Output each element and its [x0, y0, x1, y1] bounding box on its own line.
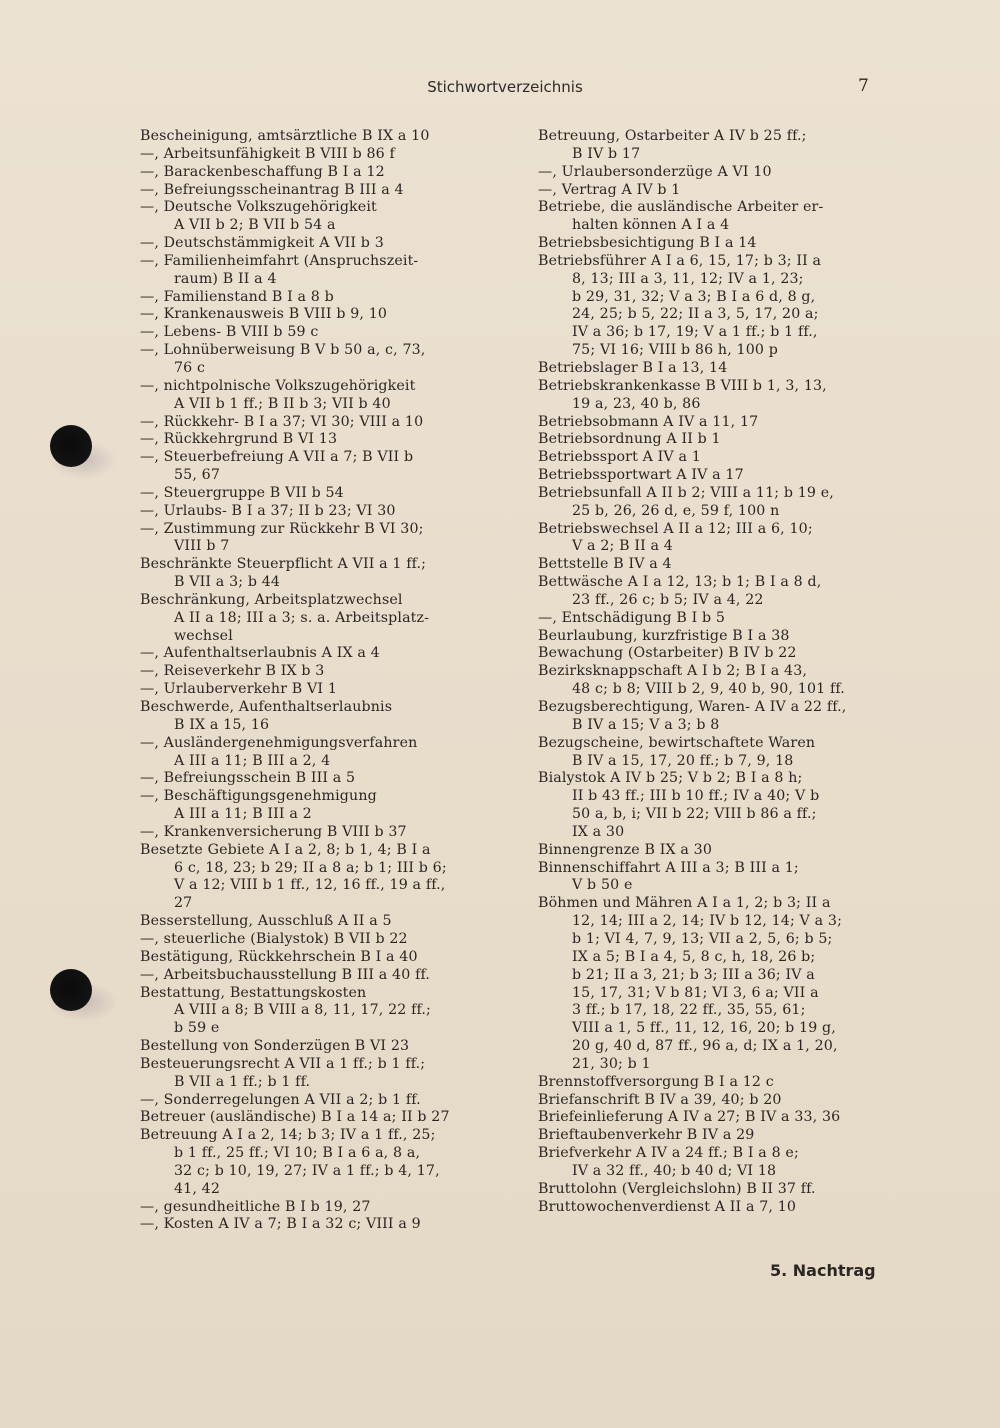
index-entry-term: Briefanschrift B IV a 39, 40; b 20 — [538, 1091, 782, 1108]
index-entry-continuation: 3 ff.; b 17, 18, 22 ff., 35, 55, 61; — [572, 1002, 806, 1019]
index-entry-term: —, Rückkehrgrund B VI 13 — [140, 431, 338, 448]
index-entry-term: —, Urlauberverkehr B VI 1 — [140, 681, 338, 698]
index-entry — [538, 895, 888, 1073]
index-entry-term: Betreuung, Ostarbeiter A IV b 25 ff.; — [538, 128, 807, 144]
index-entry-term: Betriebssportwart A IV a 17 — [538, 467, 744, 484]
index-entry-term: —, Familienstand B I a 8 b — [140, 288, 334, 305]
index-entry-continuation: 20 g, 40 d, 87 ff., 96 a, d; IX a 1, 20, — [572, 1038, 838, 1055]
index-entry — [140, 967, 490, 985]
index-entry-continuation: B IV a 15; V a 3; b 8 — [572, 716, 720, 733]
index-entry-continuation: b 1; VI 4, 7, 9, 13; VII a 2, 5, 6; b 5; — [572, 930, 833, 947]
index-entry-term: Betreuer (ausländische) B I a 14 a; II b 27 — [140, 1109, 450, 1126]
index-entry — [140, 949, 490, 967]
index-entry — [140, 663, 490, 681]
index-entry-continuation: IX a 30 — [572, 823, 625, 840]
index-entry — [538, 1092, 888, 1110]
index-entry-continuation: B IX a 15, 16 — [174, 716, 270, 733]
index-entry-continuation: halten können A I a 4 — [572, 217, 730, 234]
index-entry-continuation: IV a 36; b 17, 19; V a 1 ff.; b 1 ff., — [572, 324, 818, 341]
index-entry-term: Betriebswechsel A II a 12; III a 6, 10; — [538, 520, 813, 537]
index-entry-term: Besserstellung, Ausschluß A II a 5 — [140, 913, 392, 930]
index-entry-continuation: 15, 17, 31; V b 81; VI 3, 6 a; VII a — [572, 984, 819, 1001]
index-entry-term: —, steuerliche (Bialystok) B VII b 22 — [140, 930, 408, 947]
index-entry-term: Betriebsordnung A II b 1 — [538, 431, 721, 448]
index-entry — [140, 592, 490, 646]
index-entry-continuation: b 29, 31, 32; V a 3; B I a 6 d, 8 g, — [572, 288, 816, 305]
index-entry-term: Böhmen und Mähren A I a 1, 2; b 3; II a — [538, 895, 831, 912]
index-entry-term: Betriebslager B I a 13, 14 — [538, 359, 728, 376]
index-entry — [538, 128, 888, 164]
index-entry-term: Briefeinlieferung A IV a 27; B IV a 33, 36 — [538, 1109, 841, 1126]
index-entry-continuation: 76 c — [174, 359, 206, 376]
index-entry — [140, 431, 490, 449]
index-entry — [140, 342, 490, 378]
index-entry — [140, 414, 490, 432]
index-entry-term: —, Kosten A IV a 7; B I a 32 c; VIII a 9 — [140, 1216, 421, 1233]
index-entry-continuation: b 1 ff., 25 ff.; VI 10; B I a 6 a, 8 a, — [174, 1145, 421, 1162]
index-entry-term: —, Entschädigung B I b 5 — [538, 609, 726, 626]
index-entry — [140, 1199, 490, 1217]
index-entry — [538, 164, 888, 182]
index-entry-term: Bewachung (Ostarbeiter) B IV b 22 — [538, 645, 797, 662]
index-entry-term: —, Barackenbeschaffung B I a 12 — [140, 163, 385, 180]
index-entry-continuation: B IV a 15, 17, 20 ff.; b 7, 9, 18 — [572, 752, 794, 769]
index-entry-term: —, Befreiungsscheinantrag B III a 4 — [140, 181, 404, 198]
index-entry-continuation: 12, 14; III a 2, 14; IV b 12, 14; V a 3; — [572, 913, 842, 930]
index-entry-continuation: B VII a 1 ff.; b 1 ff. — [174, 1073, 311, 1090]
index-entry — [140, 699, 490, 735]
index-entry — [140, 449, 490, 485]
index-entry-term: Bestätigung, Rückkehrschein B I a 40 — [140, 948, 418, 965]
index-entry-term: —, Ausländergenehmigungsverfahren — [140, 734, 418, 751]
index-entry-continuation: 25 b, 26, 26 d, e, 59 f, 100 n — [572, 502, 780, 519]
index-entry-continuation: A VII b 1 ff.; B II b 3; VII b 40 — [174, 395, 391, 412]
index-entry-term: —, Arbeitsbuchausstellung B III a 40 ff. — [140, 966, 431, 983]
index-entry — [140, 735, 490, 771]
index-entry — [538, 699, 888, 735]
index-entry-continuation: A III a 11; B III a 2 — [174, 806, 312, 823]
index-entry — [140, 1109, 490, 1127]
index-entry — [538, 610, 888, 628]
index-entry-term: —, Urlaubs- B I a 37; II b 23; VI 30 — [140, 502, 396, 519]
index-entry-term: —, Aufenthaltserlaubnis A IX a 4 — [140, 645, 380, 662]
index-entry-term: —, Krankenausweis B VIII b 9, 10 — [140, 306, 388, 323]
index-entry — [140, 485, 490, 503]
index-entry-term: Betriebsobmann A IV a 11, 17 — [538, 413, 759, 430]
index-entry-term: Bruttolohn (Vergleichslohn) B II 37 ff. — [538, 1180, 816, 1197]
index-entry — [538, 485, 888, 521]
index-entry-term: —, Reiseverkehr B IX b 3 — [140, 663, 325, 680]
index-entry-term: Betreuung A I a 2, 14; b 3; IV a 1 ff., 25; — [140, 1127, 436, 1144]
index-entry-term: Beschwerde, Aufenthaltserlaubnis — [140, 699, 393, 715]
index-entry-term: —, Urlaubersonderzüge A VI 10 — [538, 163, 772, 180]
index-entry — [538, 449, 888, 467]
index-entry-term: —, Vertrag A IV b 1 — [538, 181, 681, 198]
index-entry-continuation: 6 c, 18, 23; b 29; II a 8 a; b 1; III b 6; — [174, 859, 447, 876]
index-entry — [538, 1127, 888, 1145]
index-column-left — [140, 128, 490, 1234]
index-entry-term: Bettwäsche A I a 12, 13; b 1; B I a 8 d, — [538, 574, 822, 591]
index-entry — [538, 431, 888, 449]
index-entry — [140, 503, 490, 521]
index-entry-term: Binnenschiffahrt A III a 3; B III a 1; — [538, 859, 799, 876]
index-entry-term: Besteuerungsrecht A VII a 1 ff.; b 1 ff.; — [140, 1055, 426, 1072]
index-entry-continuation: B VII a 3; b 44 — [174, 574, 281, 591]
index-entry — [140, 985, 490, 1039]
index-entry — [538, 521, 888, 557]
page-title: Stichwortverzeichnis — [427, 78, 583, 96]
index-entry — [140, 199, 490, 235]
index-entry-term: Bestattung, Bestattungskosten — [140, 984, 367, 1001]
index-entry — [140, 645, 490, 663]
index-entry-term: —, Steuerbefreiung A VII a 7; B VII b — [140, 449, 414, 466]
index-entry — [538, 842, 888, 860]
index-entry — [140, 289, 490, 307]
index-entry — [538, 628, 888, 646]
index-entry — [140, 1216, 490, 1234]
page-number: 7 — [858, 76, 869, 96]
index-entry-term: —, Steuergruppe B VII b 54 — [140, 484, 344, 501]
index-entry-term: Betriebsunfall A II b 2; VIII a 11; b 19 e, — [538, 484, 834, 501]
index-entry-term: —, nichtpolnische Volkszugehörigkeit — [140, 377, 416, 394]
index-entry — [140, 842, 490, 913]
supplement-label: 5. Nachtrag — [770, 1261, 876, 1280]
index-entry — [140, 235, 490, 253]
index-entry-continuation: A VII b 2; B VII b 54 a — [174, 217, 336, 234]
index-entry — [140, 913, 490, 931]
index-entry — [140, 146, 490, 164]
index-entry-continuation: IV a 32 ff., 40; b 40 d; VI 18 — [572, 1162, 777, 1179]
index-entry-term: Bezugsberechtigung, Waren- A IV a 22 ff., — [538, 699, 847, 715]
index-entry — [140, 324, 490, 342]
index-entry-continuation: raum) B II a 4 — [174, 270, 277, 287]
index-entry-term: Bettstelle B IV a 4 — [538, 556, 672, 573]
index-entry-term: —, Familienheimfahrt (Anspruchszeit- — [140, 252, 419, 269]
index-entry — [140, 1056, 490, 1092]
index-entry — [538, 360, 888, 378]
index-entry-continuation: 24, 25; b 5, 22; II a 3, 5, 17, 20 a; — [572, 306, 819, 323]
index-entry-term: Bezirksknappschaft A I b 2; B I a 43, — [538, 663, 808, 680]
index-entry-term: —, Arbeitsunfähigkeit B VIII b 86 f — [140, 145, 395, 162]
index-entry — [140, 824, 490, 842]
index-entry-term: —, Rückkehr- B I a 37; VI 30; VIII a 10 — [140, 413, 424, 430]
index-entry-continuation: 21, 30; b 1 — [572, 1055, 651, 1072]
index-entry — [140, 164, 490, 182]
index-entry-term: Bruttowochenverdienst A II a 7, 10 — [538, 1198, 797, 1215]
index-entry — [538, 663, 888, 699]
index-entry-continuation: A III a 11; B III a 2, 4 — [174, 752, 331, 769]
index-entry — [140, 1127, 490, 1198]
index-entry-term: Binnengrenze B IX a 30 — [538, 841, 713, 858]
index-entry — [140, 378, 490, 414]
index-entry-continuation: VIII b 7 — [174, 538, 230, 555]
index-entry-continuation: 23 ff., 26 c; b 5; IV a 4, 22 — [572, 591, 764, 608]
index-entry — [538, 556, 888, 574]
index-entry — [538, 235, 888, 253]
index-entry-continuation: 55, 67 — [174, 467, 221, 484]
index-entry-continuation: b 59 e — [174, 1020, 220, 1037]
index-entry-term: Beschränkung, Arbeitsplatzwechsel — [140, 591, 403, 608]
index-entry-term: Betriebssport A IV a 1 — [538, 449, 701, 466]
index-entry — [538, 1199, 888, 1217]
index-entry — [538, 1109, 888, 1127]
index-entry — [538, 467, 888, 485]
index-entry-term: —, gesundheitliche B I b 19, 27 — [140, 1198, 371, 1215]
index-entry — [538, 1074, 888, 1092]
index-entry — [538, 414, 888, 432]
index-entry-continuation: II b 43 ff.; III b 10 ff.; IV a 40; V b — [572, 788, 820, 805]
index-entry-term: Brennstoffversorgung B I a 12 c — [538, 1073, 774, 1090]
punch-hole — [50, 969, 92, 1011]
index-entry — [538, 1145, 888, 1181]
index-entry — [538, 253, 888, 360]
index-entry-term: Bestellung von Sonderzügen B VI 23 — [140, 1038, 410, 1055]
index-entry-continuation: 75; VI 16; VIII b 86 h, 100 p — [572, 342, 778, 359]
index-entry-continuation: wechsel — [174, 627, 233, 644]
index-column-right — [538, 128, 888, 1216]
index-entry-continuation: 41, 42 — [174, 1180, 221, 1197]
index-entry-term: —, Lohnüberweisung B V b 50 a, c, 73, — [140, 342, 426, 359]
index-entry-continuation: 48 c; b 8; VIII b 2, 9, 40 b, 90, 101 ff. — [572, 681, 845, 698]
index-entry-continuation: 50 a, b, i; VII b 22; VIII b 86 a ff.; — [572, 806, 817, 823]
index-entry — [538, 860, 888, 896]
index-entry-term: Briefverkehr A IV a 24 ff.; B I a 8 e; — [538, 1145, 799, 1162]
index-entry-continuation: VIII a 1, 5 ff., 11, 12, 16, 20; b 19 g, — [572, 1020, 836, 1037]
index-entry-term: Bialystok A IV b 25; V b 2; B I a 8 h; — [538, 770, 803, 787]
index-entry-term: —, Deutschstämmigkeit A VII b 3 — [140, 235, 384, 252]
index-entry-term: Beurlaubung, kurzfristige B I a 38 — [538, 627, 790, 644]
index-entry — [140, 128, 490, 146]
index-entry-continuation: B IV b 17 — [572, 145, 641, 162]
index-entry — [140, 770, 490, 788]
index-entry-term: Brieftaubenverkehr B IV a 29 — [538, 1127, 755, 1144]
index-entry — [140, 788, 490, 824]
index-entry-continuation: b 21; II a 3, 21; b 3; III a 36; IV a — [572, 966, 815, 983]
index-entry-term: Betriebe, die ausländische Arbeiter er- — [538, 199, 824, 216]
index-entry-continuation: IX a 5; B I a 4, 5, 8 c, h, 18, 26 b; — [572, 948, 816, 965]
index-entry — [538, 574, 888, 610]
index-entry-term: —, Krankenversicherung B VIII b 37 — [140, 823, 407, 840]
index-entry-term: Bezugscheine, bewirtschaftete Waren — [538, 734, 816, 751]
index-entry — [538, 770, 888, 841]
index-entry-term: Besetzte Gebiete A I a 2, 8; b 1, 4; B I a — [140, 841, 431, 858]
index-entry-continuation: A VIII a 8; B VIII a 8, 11, 17, 22 ff.; — [174, 1002, 431, 1019]
index-entry-continuation: V a 12; VIII b 1 ff., 12, 16 ff., 19 a ff., — [174, 877, 446, 894]
index-entry — [140, 521, 490, 557]
index-entry-continuation: 32 c; b 10, 19, 27; IV a 1 ff.; b 4, 17, — [174, 1162, 440, 1179]
index-entry-term: —, Zustimmung zur Rückkehr B VI 30; — [140, 520, 424, 537]
index-entry-term: —, Beschäftigungsgenehmigung — [140, 788, 377, 805]
index-entry — [538, 182, 888, 200]
index-entry — [538, 199, 888, 235]
punch-hole — [50, 425, 92, 467]
index-entry-continuation: 27 — [174, 895, 193, 912]
index-entry — [538, 645, 888, 663]
index-entry — [538, 1181, 888, 1199]
index-entry-continuation: V a 2; B II a 4 — [572, 538, 673, 555]
index-entry-continuation: 19 a, 23, 40 b, 86 — [572, 395, 701, 412]
index-entry-term: —, Deutsche Volkszugehörigkeit — [140, 199, 377, 216]
index-entry-term: Betriebsführer A I a 6, 15, 17; b 3; II a — [538, 252, 822, 269]
index-entry-term: —, Befreiungsschein B III a 5 — [140, 770, 356, 787]
index-entry — [140, 1092, 490, 1110]
index-entry — [538, 735, 888, 771]
index-entry — [538, 378, 888, 414]
index-entry — [140, 681, 490, 699]
index-entry-term: Bescheinigung, amtsärztliche B IX a 10 — [140, 128, 430, 144]
index-entry-term: —, Lebens- B VIII b 59 c — [140, 324, 319, 341]
index-entry-continuation: A II a 18; III a 3; s. a. Arbeitsplatz- — [174, 609, 430, 626]
index-entry — [140, 931, 490, 949]
index-entry-term: Beschränkte Steuerpflicht A VII a 1 ff.; — [140, 556, 427, 573]
index-entry — [140, 556, 490, 592]
index-entry-term: Betriebskrankenkasse B VIII b 1, 3, 13, — [538, 377, 827, 394]
index-entry — [140, 182, 490, 200]
index-entry-continuation: V b 50 e — [572, 877, 633, 894]
index-entry-term: —, Sonderregelungen A VII a 2; b 1 ff. — [140, 1091, 421, 1108]
index-entry-continuation: 8, 13; III a 3, 11, 12; IV a 1, 23; — [572, 270, 804, 287]
index-entry — [140, 253, 490, 289]
index-entry — [140, 306, 490, 324]
index-entry-term: Betriebsbesichtigung B I a 14 — [538, 235, 757, 252]
index-entry — [140, 1038, 490, 1056]
